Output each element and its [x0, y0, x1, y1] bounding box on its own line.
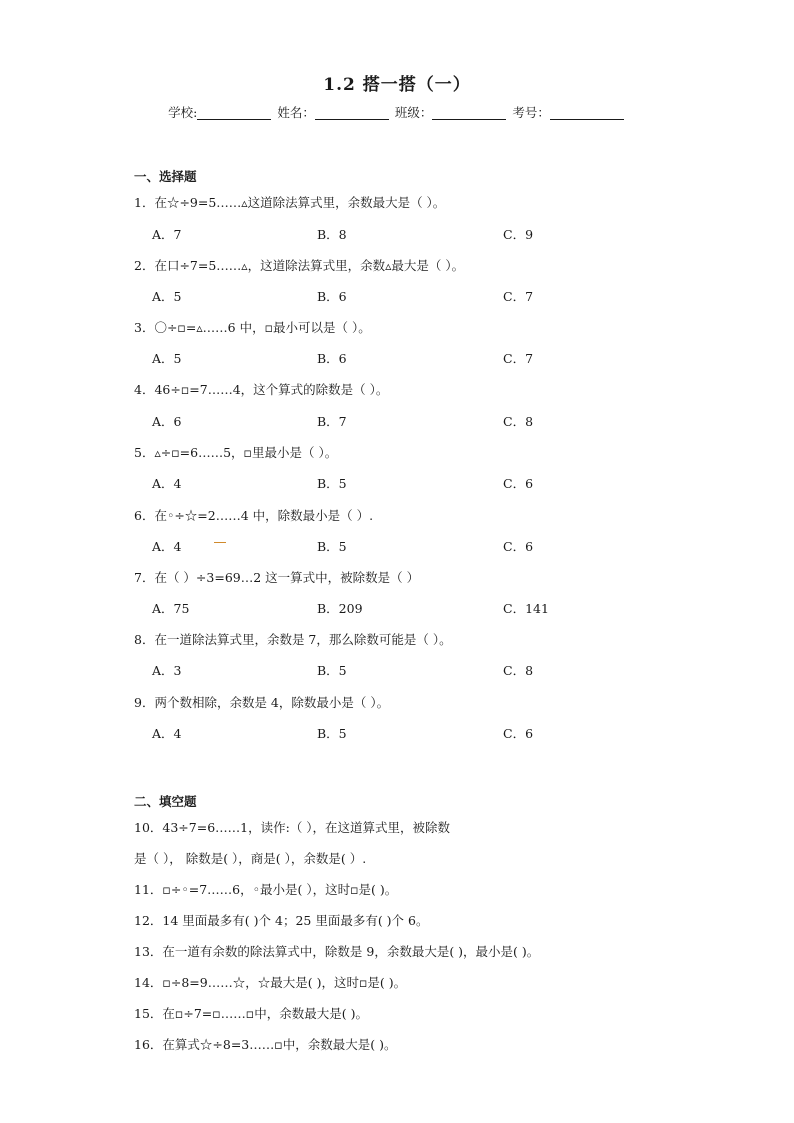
option-c[interactable]: C．141 — [503, 601, 549, 616]
option-c[interactable]: C．9 — [503, 227, 534, 242]
option-b[interactable]: B．5 — [317, 539, 347, 554]
exam-number-label: 考号： — [512, 105, 550, 120]
option-b[interactable]: B．5 — [317, 726, 347, 741]
school-label: 学校: — [168, 105, 198, 120]
option-b[interactable]: B．5 — [317, 663, 347, 678]
question-3: 3．〇÷▫=▵……6 中，▫最小可以是（ ）。 — [134, 320, 371, 335]
option-a[interactable]: A．6 — [152, 414, 182, 429]
class-label: 班级： — [394, 105, 433, 120]
name-blank — [315, 106, 389, 120]
question-11: 11．▫÷◦=7……6，◦最小是( ），这时▫是( )。 — [134, 882, 398, 897]
option-c[interactable]: C．7 — [503, 351, 534, 366]
question-16: 16．在算式☆÷8=3……▫中，余数最大是( )。 — [134, 1037, 397, 1052]
option-c[interactable]: C．6 — [503, 539, 534, 554]
option-a[interactable]: A．5 — [152, 351, 182, 366]
question-13: 13．在一道有余数的除法算式中，除数是 9，余数最大是( )，最小是( )。 — [134, 944, 540, 959]
option-a[interactable]: A．5 — [152, 289, 182, 304]
section-heading-choice: 一、选择题 — [134, 169, 197, 184]
option-c[interactable]: C．6 — [503, 476, 534, 491]
question-9: 9．两个数相除，余数是 4，除数最小是（ ）。 — [134, 695, 390, 710]
exam-number-blank — [550, 106, 624, 120]
option-c[interactable]: C．7 — [503, 289, 534, 304]
option-a[interactable]: A．4 — [152, 726, 182, 741]
option-b[interactable]: B．6 — [317, 351, 347, 366]
option-c[interactable]: C．8 — [503, 663, 534, 678]
class-blank — [432, 106, 506, 120]
question-8: 8．在一道除法算式里，余数是 7，那么除数可能是（ ）。 — [134, 632, 452, 647]
question-4: 4．46÷▫=7……4，这个算式的除数是（ ）。 — [134, 382, 389, 397]
question-1: 1．在☆÷9=5……▵这道除法算式里，余数最大是（ ）。 — [134, 195, 446, 210]
option-a[interactable]: A．4 — [152, 539, 182, 554]
question-5: 5．▵÷▫=6……5，▫里最小是（ ）。 — [134, 445, 338, 460]
question-14: 14．▫÷8=9……☆，☆最大是( )，这时▫是( )。 — [134, 975, 407, 990]
school-blank — [197, 106, 271, 120]
question-10-continued: 是（ ）， 除数是( ），商是( ），余数是( ）. — [134, 851, 367, 866]
option-b[interactable]: B．5 — [317, 476, 347, 491]
option-b[interactable]: B．8 — [317, 227, 347, 242]
option-a[interactable]: A．75 — [152, 601, 190, 616]
option-a[interactable]: A．3 — [152, 663, 182, 678]
question-6: 6．在◦÷☆=2……4 中，除数最小是（ ）. — [134, 508, 374, 523]
option-b[interactable]: B．7 — [317, 414, 347, 429]
page-title: 1.2 搭一搭（一） — [323, 75, 471, 95]
section-heading-fill: 二、填空题 — [134, 794, 197, 809]
orange-dash-mark — [214, 542, 226, 543]
option-c[interactable]: C．8 — [503, 414, 534, 429]
option-b[interactable]: B．209 — [317, 601, 363, 616]
question-7: 7．在（ ）÷3=69…2 这一算式中，被除数是（ ） — [134, 570, 420, 585]
option-c[interactable]: C．6 — [503, 726, 534, 741]
question-2: 2．在口÷7=5……▵，这道除法算式里，余数▵最大是（ ）。 — [134, 258, 465, 273]
name-label: 姓名： — [277, 105, 315, 120]
option-a[interactable]: A．4 — [152, 476, 182, 491]
option-a[interactable]: A．7 — [152, 227, 182, 242]
option-b[interactable]: B．6 — [317, 289, 347, 304]
student-info-line — [0, 103, 794, 121]
question-10: 10．43÷7=6……1，读作:（ ），在这道算式里，被除数 — [134, 820, 451, 835]
question-15: 15．在▫÷7=▫……▫中，余数最大是( )。 — [134, 1006, 368, 1021]
question-12: 12．14 里面最多有( )个 4；25 里面最多有( )个 6。 — [134, 913, 429, 928]
